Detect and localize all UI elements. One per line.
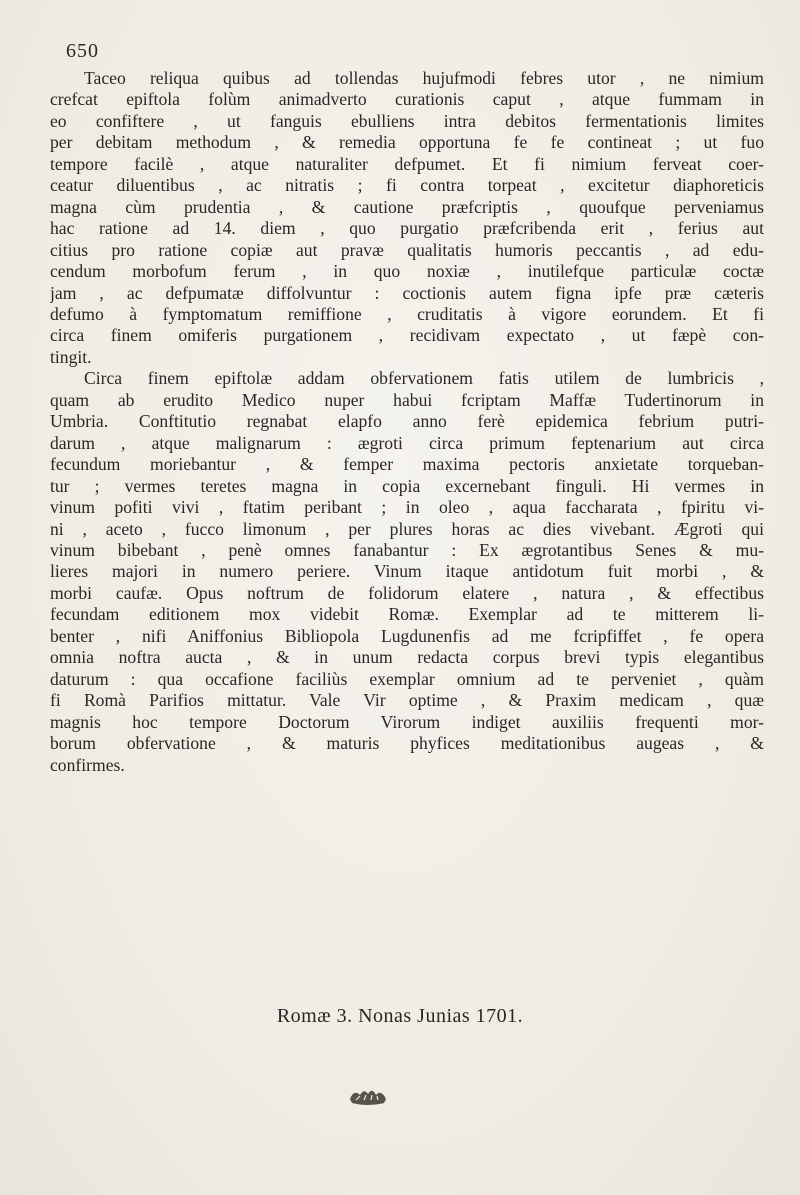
text-line: citius pro ratione copiæ aut pravæ qualitatis humoris peccantis , ad edu-: [50, 239, 764, 260]
text-line: fi Romà Parifios mittatur. Vale Vir optime , & Praxim medicam , quæ: [50, 690, 764, 711]
text-line: eo confiftere , ut fanguis ebulliens intra debitos fermentationis limites: [50, 110, 764, 131]
text-line: ceatur diluentibus , ac nitratis ; fi contra torpeat , excitetur diaphoreticis: [50, 175, 764, 196]
text-line: fecundam editionem mox videbit Romæ. Exemplar ad te mitterem li-: [50, 604, 764, 625]
text-line: hac ratione ad 14. diem , quo purgatio præfcribenda erit , ferius aut: [50, 218, 764, 239]
text-line: jam , ac defpumatæ diffolvuntur : coctionis autem figna ipfe præ cæteris: [50, 282, 764, 303]
text-line: vinum pofiti vivi , ftatim peribant ; in oleo , aqua faccharata , fpiritu vi-: [50, 497, 764, 518]
text-line: Umbria. Conftitutio regnabat elapfo anno ferè epidemica febrium putri-: [50, 411, 764, 432]
text-line: daturum : qua occafione faciliùs exemplar omnium ad te perveniet , quàm: [50, 668, 764, 689]
text-line: magnis hoc tempore Doctorum Virorum indiget auxiliis frequenti mor-: [50, 711, 764, 732]
text-line: magna cùm prudentia , & cautione præfcriptis , quoufque perveniamus: [50, 196, 764, 217]
text-line: tur ; vermes teretes magna in copia excernebant finguli. Hi vermes in: [50, 475, 764, 496]
text-line: confirmes.: [50, 754, 125, 775]
paragraph-2: [50, 368, 764, 776]
text-line: ni , aceto , fucco limonum , per plures horas ac dies vivebant. Ægroti qui: [50, 518, 764, 539]
text-line: circa finem omiferis purgationem , recidivam expectato , ut fæpè con-: [50, 325, 764, 346]
text-line: Taceo reliqua quibus ad tollendas hujufmodi febres utor , ne nimium: [84, 68, 764, 88]
text-line: cendum morbofum ferum , in quo noxiæ , inutilefque particulæ coctæ: [50, 261, 764, 282]
text-line: fecundum moriebantur , & femper maxima pectoris anxietate torqueban-: [50, 454, 764, 475]
text-line: lieres majori in numero periere. Vinum itaque antidotum fuit morbi , &: [50, 561, 764, 582]
text-line: vinum bibebant , penè omnes fanabantur : Ex ægrotantibus Senes & mu-: [50, 539, 764, 560]
paragraph-1: [50, 68, 764, 368]
text-line: defumo à fymptomatum remiffione , cruditatis à vigore eorundem. Et fi: [50, 303, 764, 324]
page-number: 650: [66, 40, 99, 62]
text-line: morbi caufæ. Opus noftrum de folidorum elatere , natura , & effectibus: [50, 582, 764, 603]
text-line: tingit.: [50, 346, 92, 367]
text-line: darum , atque malignarum : ægroti circa primum feptenarium aut circa: [50, 432, 764, 453]
text-line: omnia noftra aucta , & in unum redacta corpus brevi typis elegantibus: [50, 647, 764, 668]
text-line: quam ab erudito Medico nuper habui fcriptam Maffæ Tudertinorum in: [50, 389, 764, 410]
body-text: [50, 68, 764, 776]
library-stamp-icon: [348, 1085, 388, 1107]
dateline: Romæ 3. Nonas Junias 1701.: [276, 1005, 524, 1027]
text-line: tempore facilè , atque naturaliter defpumet. Et fi nimium ferveat coer-: [50, 153, 764, 174]
text-line: benter , nifi Aniffonius Bibliopola Lugdunenfis ad me fcripfiffet , fe opera: [50, 625, 764, 646]
text-line: Circa finem epiftolæ addam obfervationem fatis utilem de lumbricis ,: [84, 368, 764, 389]
text-line: per debitam methodum , & remedia opportuna fe fe contineat ; ut fuo: [50, 132, 764, 153]
text-line: borum obfervatione , & maturis phyfices meditationibus augeas , &: [50, 733, 764, 754]
text-line: crefcat epiftola folùm animadverto curationis caput , atque fummam in: [50, 89, 764, 110]
